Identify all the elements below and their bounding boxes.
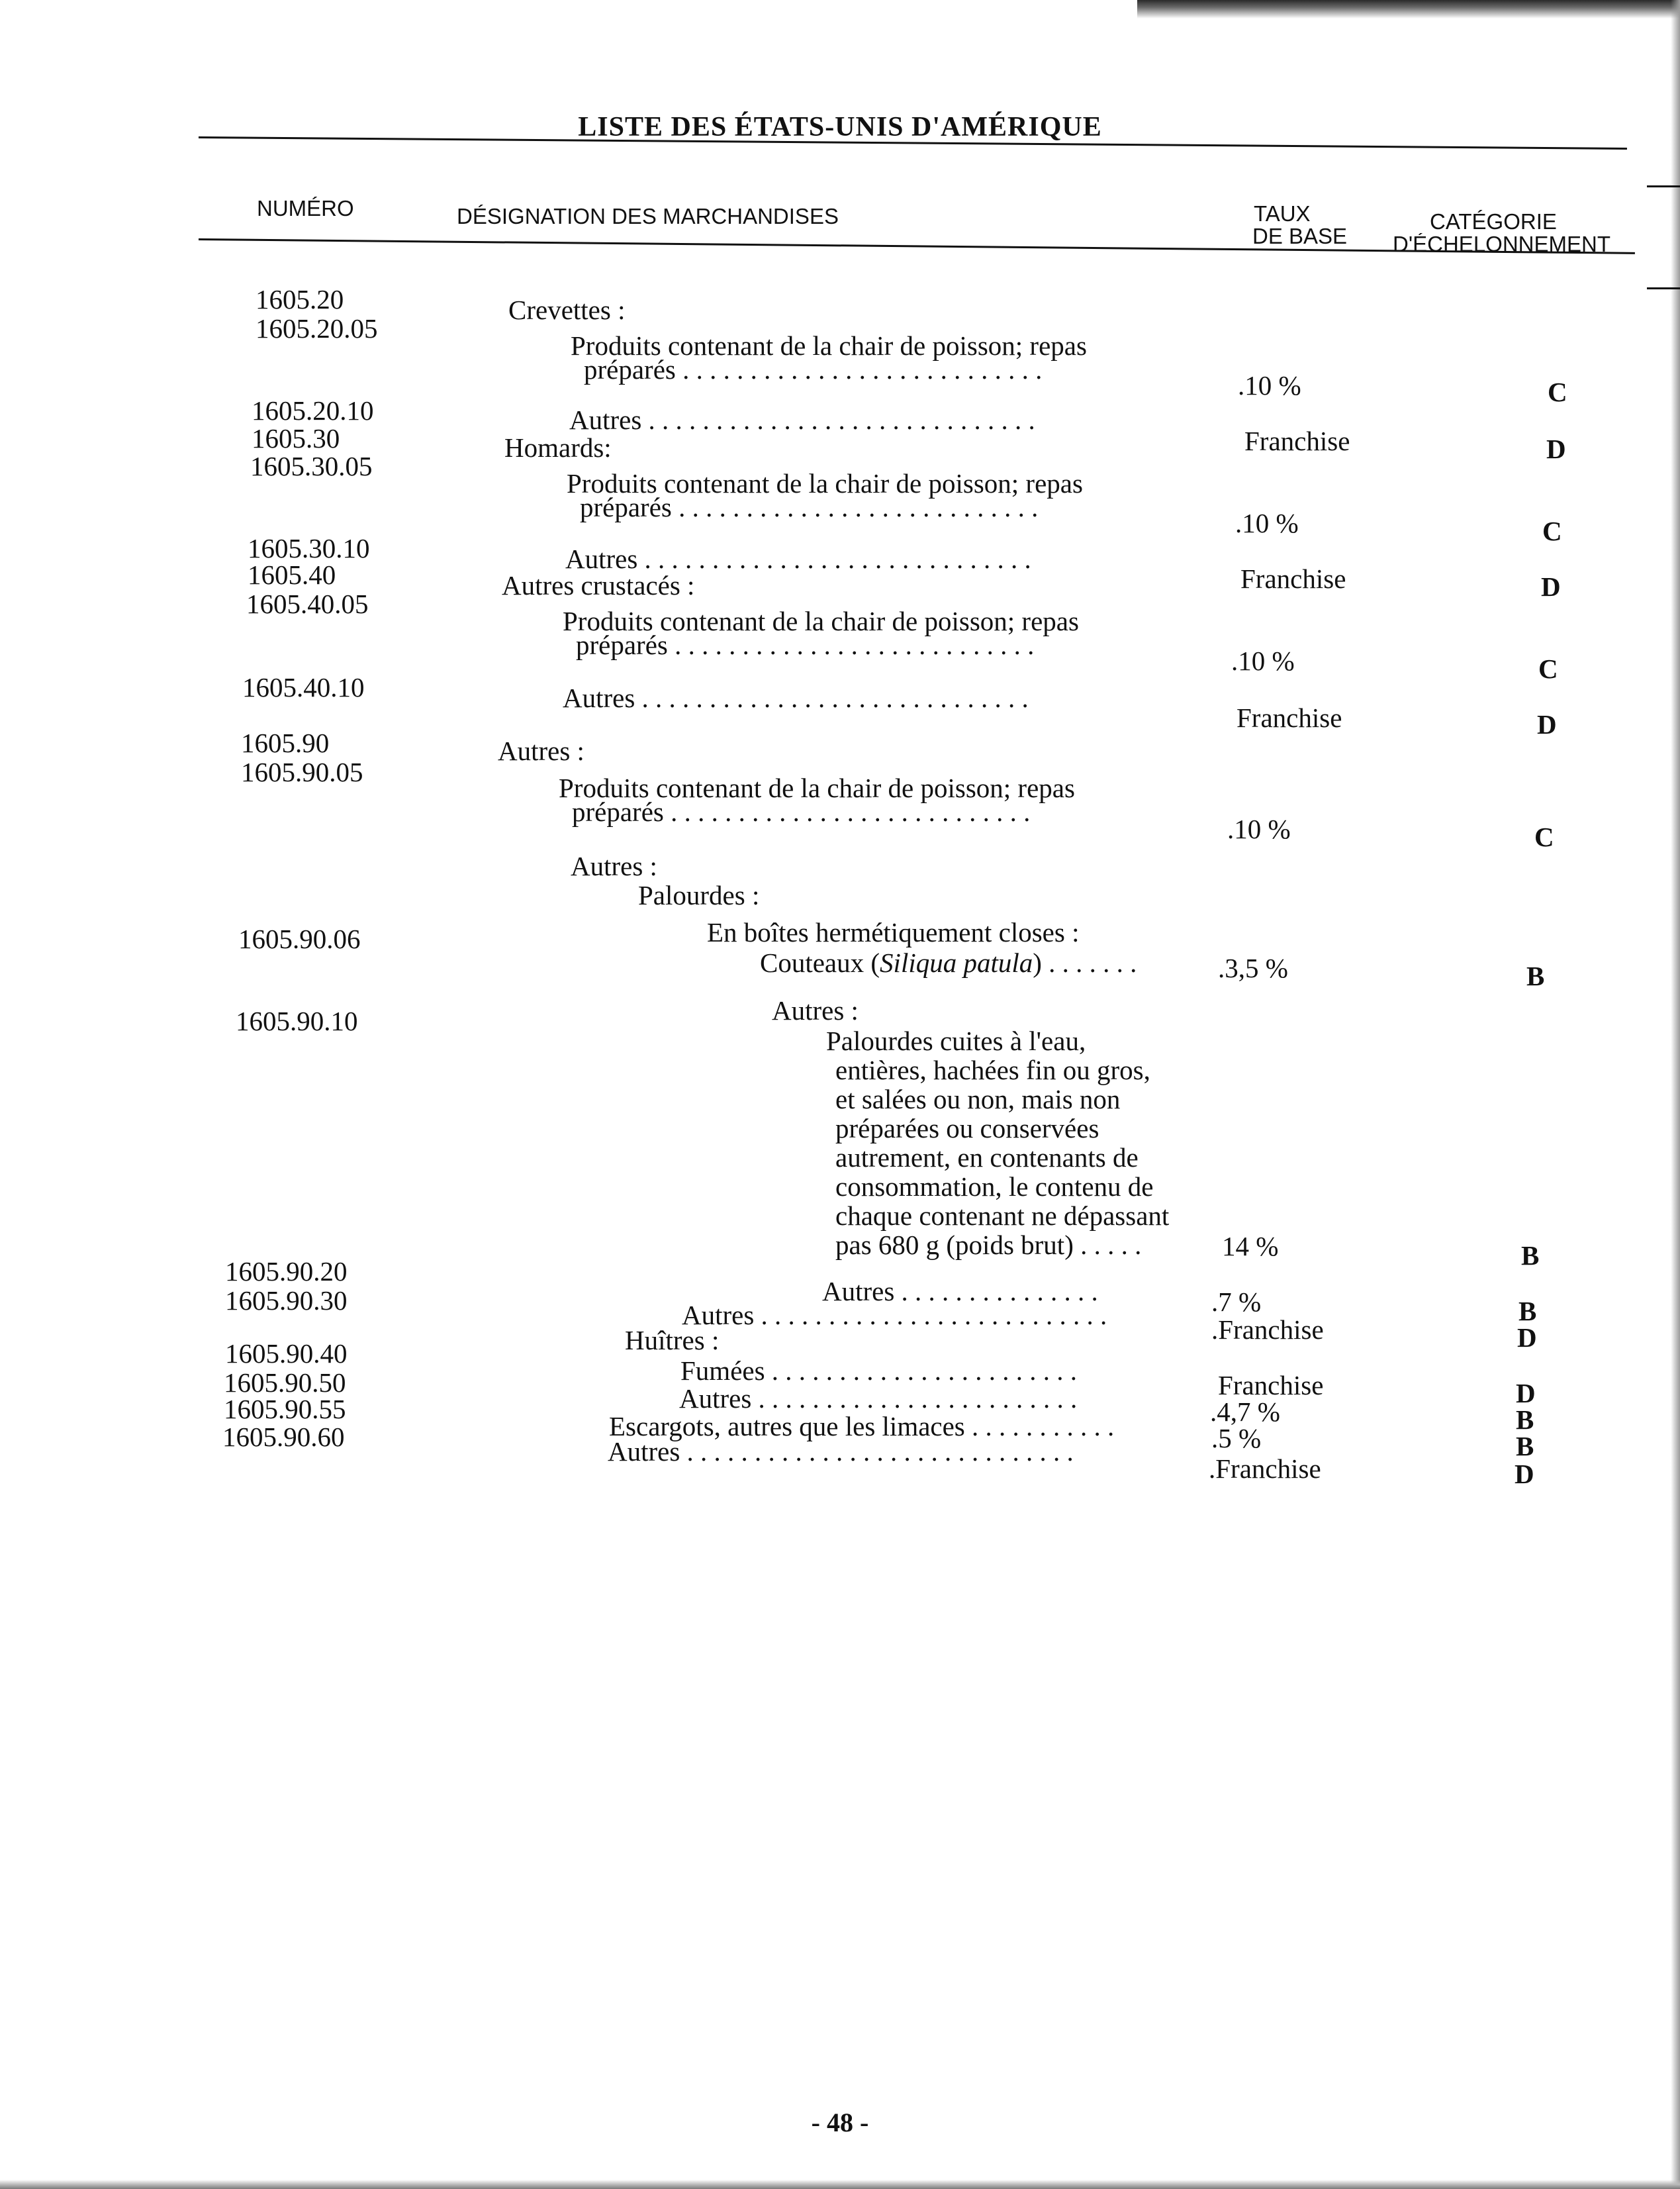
tariff-code: 1605.20.05 [256,313,378,344]
page-number: - 48 - [811,2108,869,2137]
tariff-code: 1605.90.60 [222,1422,345,1452]
margin-rule-right-bottom [1647,287,1680,289]
base-rate: Franchise [1240,563,1346,594]
description-line: Palourdes : [638,880,760,910]
base-rate: Franchise [1237,703,1342,733]
scan-edge-bottom [0,2180,1680,2189]
base-rate: .10 % [1238,370,1301,401]
description-line: préparés . . . . . . . . . . . . . . . . . . . . . . . . . . . [576,630,1035,660]
staging-category: B [1516,1404,1534,1435]
tariff-code: 1605.90.10 [236,1006,358,1036]
base-rate: Franchise [1244,426,1350,456]
description-line: Produits contenant de la chair de poisson; repas [567,468,1083,499]
base-rate: .10 % [1227,814,1291,844]
tariff-code: 1605.40 [248,559,336,590]
description-line: Autres . . . . . . . . . . . . . . . . . . . . . . . . [679,1383,1078,1414]
base-rate: 14 % [1222,1231,1279,1261]
staging-category: D [1515,1459,1534,1489]
tariff-code: 1605.20 [256,284,344,315]
description-line: Autres : [571,851,657,881]
description-line: consommation, le contenu de [835,1171,1154,1202]
base-rate: .4,7 % [1210,1396,1280,1427]
tariff-code: 1605.40.10 [242,672,365,703]
description-line: En boîtes hermétiquement closes : [707,917,1080,948]
margin-rule-right-top [1647,185,1680,187]
staging-category: D [1541,571,1561,602]
description-line: pas 680 g (poids brut) . . . . . [835,1230,1142,1260]
description-line: Autres : [498,736,584,766]
staging-category: D [1537,709,1557,740]
staging-category: C [1534,822,1554,852]
description-line: Homards: [504,432,612,463]
description-line: chaque contenant ne dépassant [835,1200,1170,1231]
staging-category: D [1546,434,1566,464]
description-line: Couteaux (Siliqua patula) . . . . . . . [760,948,1137,978]
base-rate: .Franchise [1211,1314,1324,1345]
base-rate: .10 % [1231,646,1295,676]
page-title: LISTE DES ÉTATS-UNIS D'AMÉRIQUE [578,112,1102,142]
description-line: Autres . . . . . . . . . . . . . . . . . . . . . . . . . . . . . [563,683,1029,713]
description-line: Crevettes : [508,295,626,325]
description-line: entières, hachées fin ou gros, [835,1055,1150,1085]
staging-category: C [1542,516,1562,546]
tariff-code: 1605.30.05 [250,451,373,481]
staging-category: D [1516,1378,1536,1408]
scan-edge-top [1137,0,1680,19]
staging-category: C [1548,377,1567,407]
header-categorie-line1: CATÉGORIE [1430,209,1557,234]
staging-category: C [1538,654,1558,684]
description-line: Produits contenant de la chair de poisson; repas [563,606,1079,636]
tariff-code: 1605.90.40 [225,1338,348,1369]
header-numero: NUMÉRO [257,196,354,220]
staging-category: B [1516,1431,1534,1461]
description-line: Huîtres : [625,1325,720,1355]
tariff-code: 1605.90 [241,728,330,758]
description-line: Produits contenant de la chair de poisson; repas [571,330,1087,361]
base-rate: .5 % [1211,1423,1262,1453]
tariff-code: 1605.90.20 [225,1256,348,1287]
header-designation: DÉSIGNATION DES MARCHANDISES [457,204,839,228]
description-line: Autres : [772,995,859,1026]
tariff-code: 1605.90.55 [224,1394,346,1424]
description-line: préparés . . . . . . . . . . . . . . . . . . . . . . . . . . . [572,797,1031,827]
description-line: Palourdes cuites à l'eau, [826,1026,1086,1056]
description-line: Autres . . . . . . . . . . . . . . . . . . . . . . . . . . [682,1300,1107,1330]
description-line: préparées ou conservées [835,1113,1099,1143]
description-line: Fumées . . . . . . . . . . . . . . . . . . . . . . . [680,1355,1078,1386]
staging-category: B [1518,1296,1537,1326]
description-line: préparés . . . . . . . . . . . . . . . . . . . . . . . . . . . [580,492,1039,522]
description-line: Escargots, autres que les limaces . . . . . . . . . . . [609,1411,1115,1441]
base-rate: .7 % [1211,1287,1262,1317]
description-line: Produits contenant de la chair de poisson; repas [559,773,1075,803]
tariff-code: 1605.30 [252,423,340,454]
description-line: Autres . . . . . . . . . . . . . . . [822,1276,1098,1306]
staging-category: B [1526,961,1545,991]
header-categorie-line2: D'ÉCHELONNEMENT [1393,233,1611,256]
description-line: préparés . . . . . . . . . . . . . . . . . . . . . . . . . . . [584,354,1043,385]
description-line: et salées ou non, mais non [835,1084,1121,1114]
base-rate: .10 % [1235,508,1299,538]
base-rate: .Franchise [1209,1453,1321,1484]
description-line: Autres . . . . . . . . . . . . . . . . . . . . . . . . . . . . . [565,544,1031,574]
description-line: Autres crustacés : [502,570,695,601]
header-taux-line2: DE BASE [1252,224,1348,248]
tariff-code: 1605.90.30 [225,1285,348,1316]
tariff-code: 1605.90.05 [241,757,363,787]
header-taux-line1: TAUX [1254,201,1311,226]
tariff-code: 1605.20.10 [252,395,374,426]
tariff-code: 1605.90.50 [224,1367,346,1398]
tariff-code: 1605.40.05 [246,589,369,619]
base-rate: .3,5 % [1218,953,1288,983]
scan-edge-right [1671,0,1680,2189]
base-rate: Franchise [1218,1370,1324,1400]
staging-category: B [1521,1240,1540,1271]
description-line: Autres . . . . . . . . . . . . . . . . . . . . . . . . . . . . . [608,1436,1074,1467]
staging-category: D [1517,1322,1537,1353]
tariff-code: 1605.90.06 [238,924,361,954]
tariff-code: 1605.30.10 [248,533,370,563]
description-line: Autres . . . . . . . . . . . . . . . . . . . . . . . . . . . . . [569,405,1035,435]
description-line: autrement, en contenants de [835,1142,1139,1173]
